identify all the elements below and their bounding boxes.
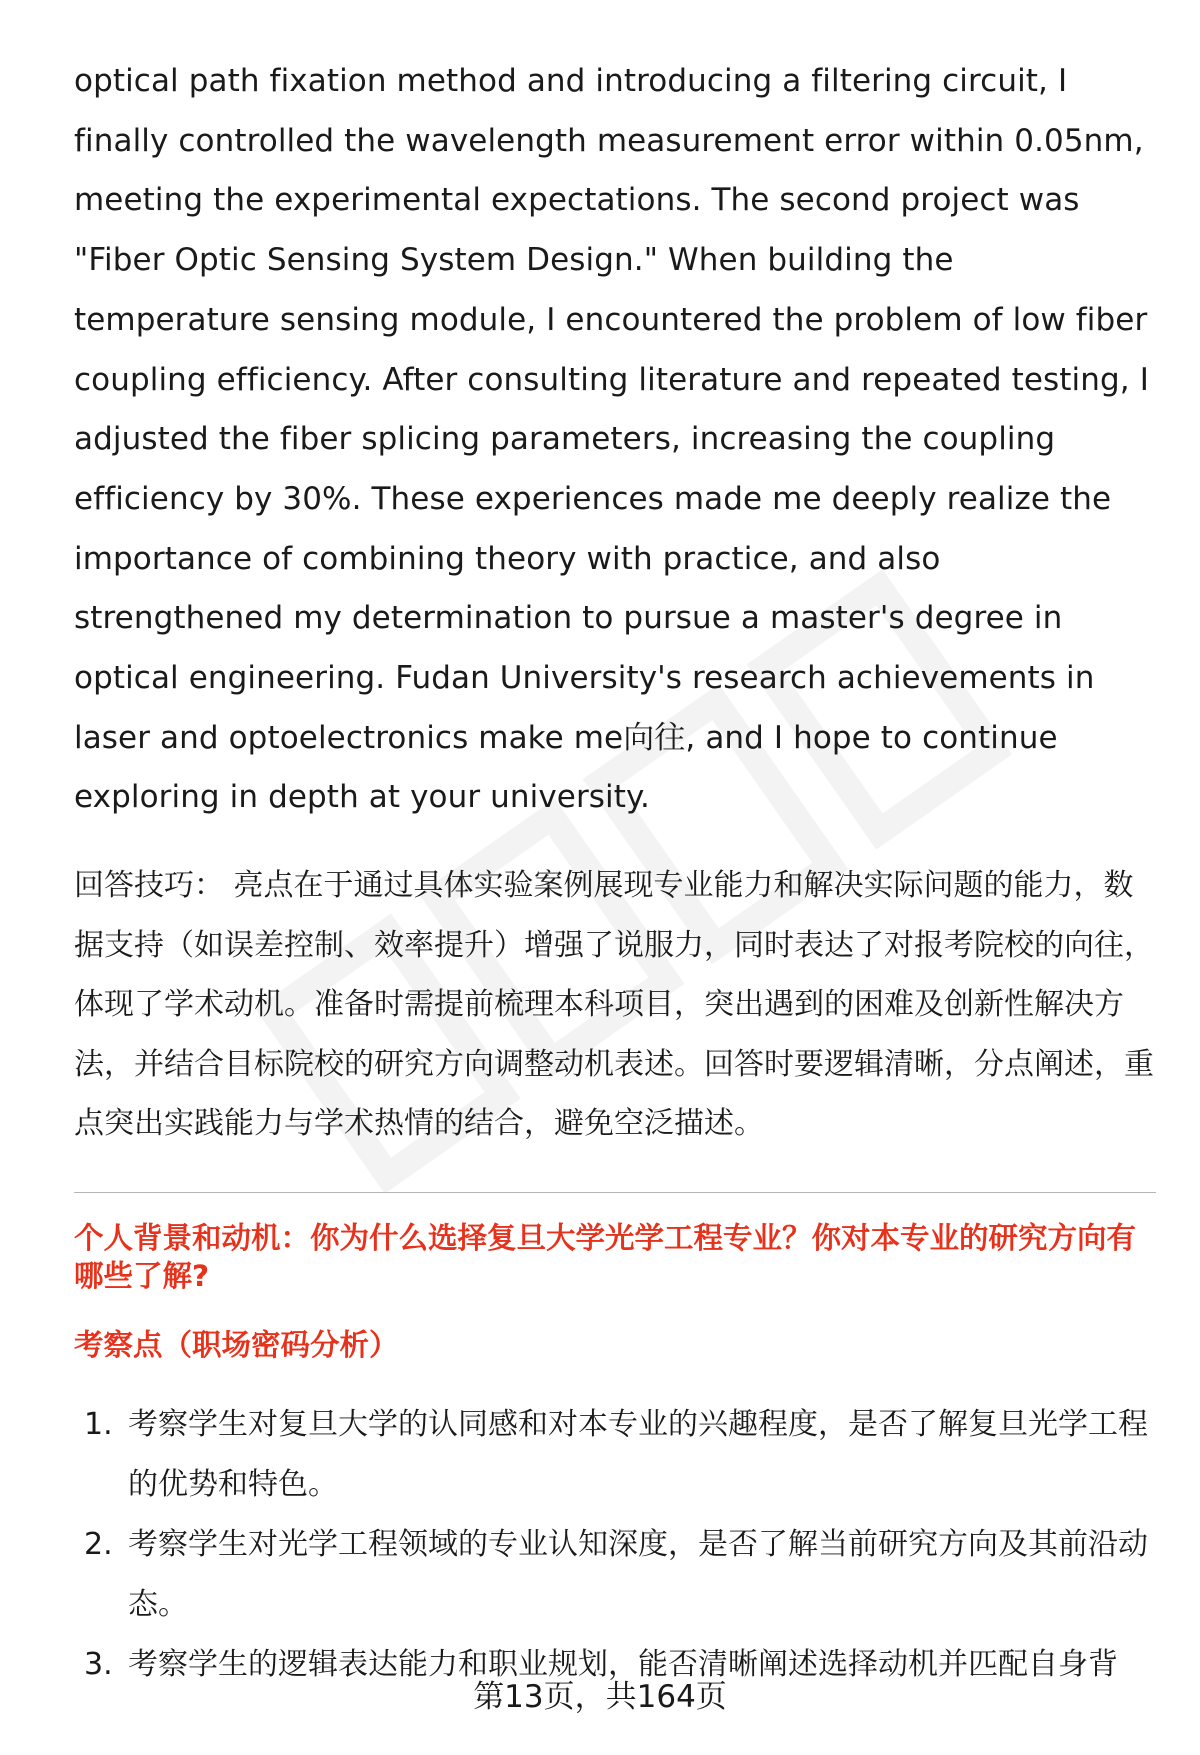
list-item-text: 考察学生对光学工程领域的专业认知深度，是否了解当前研究方向及其前沿动态。: [128, 1526, 1148, 1622]
list-item-number: 3.: [84, 1646, 113, 1682]
answer-tips: [74, 856, 1156, 1154]
list-item-text: 考察学生的逻辑表达能力和职业规划，能否清晰阐述选择动机并匹配自身背: [128, 1646, 1118, 1682]
list-item-number: 1.: [84, 1406, 113, 1442]
list-item-number: 2.: [84, 1526, 113, 1562]
tips-label: 回答技巧：: [74, 868, 224, 904]
document-page: [74, 52, 1156, 1695]
tips-text: 亮点在于通过具体实验案例展现专业能力和解决实际问题的能力，数据支持（如误差控制、效率提升）增强了说服力，同时表达了对报考院校的向往，体现了学术动机。准备时需提前梳理本科项目，突出遇到的困难及创新性解决方法，并结合目标院校的研究方向调整动机表述。回答时要逻辑清晰，分点阐述，重点突出实践能力与学术热情的结合，避免空泛描述。: [74, 868, 1154, 1142]
list-item: [74, 1395, 1156, 1515]
assessment-points-heading: 考察点（职场密码分析）: [74, 1327, 399, 1362]
question-heading: 个人背景和动机：你为什么选择复旦大学光学工程专业？你对本专业的研究方向有哪些了解?: [74, 1220, 1137, 1293]
page-number: 第13页，共164页: [473, 1679, 727, 1715]
list-item-text: 考察学生对复旦大学的认同感和对本专业的兴趣程度，是否了解复旦光学工程的优势和特色。: [128, 1406, 1148, 1502]
section-divider: [74, 1192, 1156, 1193]
assessment-points-list: [74, 1395, 1156, 1695]
list-item: [74, 1515, 1156, 1635]
answer-paragraph: optical path fixation method and introducing a filtering circuit, I finally controlled the wavelength measurement error within 0.05nm, meeting the experimental expectations. The second project was "Fiber Optic Sensing System Design." When building the temperature sensing module, I encountered the problem of low fiber coupling efficiency. After consulting literature and repeated testing, I adjusted the fiber splicing parameters, increasing the coupling efficiency by 30%. These experiences made me deeply realize the importance of combining theory with practice, and also strengthened my determination to pursue a master's degree in optical engineering. Fudan University's research achievements in laser and optoelectronics make me向往, and I hope to continue exploring in depth at your university.: [74, 63, 1149, 816]
